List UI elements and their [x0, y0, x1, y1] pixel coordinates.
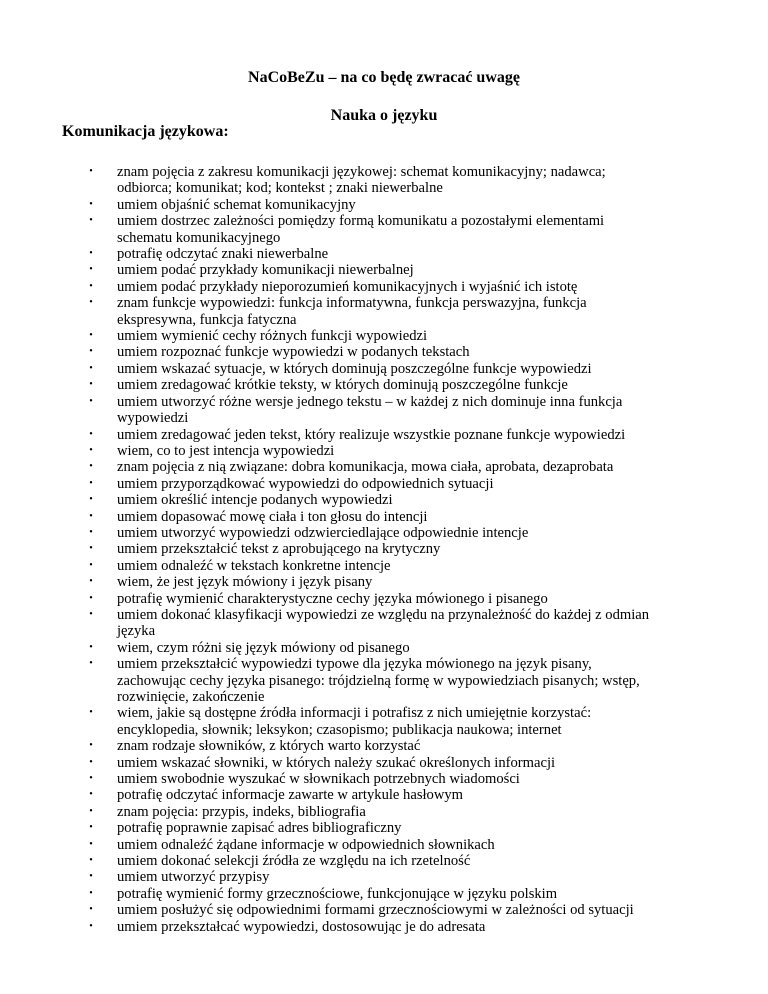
- bullet-icon: •: [89, 576, 93, 588]
- bullet-icon: •: [89, 297, 93, 309]
- list-item: [0, 476, 768, 492]
- bullet-icon: •: [89, 592, 93, 604]
- list-item: [0, 755, 768, 771]
- list-item: [0, 361, 768, 377]
- list-item-text-line: umiem utworzyć wypowiedzi odzwierciedlające odpowiednie intencje: [117, 524, 529, 541]
- list-item-text-line: wiem, jakie są dostępne źródła informacji i potrafisz z nich umiejętnie korzystać:: [117, 705, 592, 722]
- list-item-text-line: umiem przekształcić wypowiedzi typowe dla języka mówionego na język pisany,: [117, 656, 592, 673]
- list-item-text-line: umiem przyporządkować wypowiedzi do odpowiednich sytuacji: [117, 475, 494, 492]
- list-item-text-line: umiem przekształcić tekst z aprobującego na krytyczny: [117, 541, 441, 558]
- list-item: [0, 164, 768, 197]
- list-item: [0, 525, 768, 541]
- bullet-icon: •: [89, 543, 93, 555]
- bullet-icon: •: [89, 280, 93, 292]
- list-item-text-line: zachowując cechy języka pisanego: trójdzielną formę w wypowiedziach pisanych; wstęp,: [117, 672, 640, 689]
- list-item: [0, 705, 768, 738]
- bullet-icon: •: [89, 855, 93, 867]
- list-item-text-line: umiem wymienić cechy różnych funkcji wypowiedzi: [117, 328, 428, 345]
- list-item-text-line: umiem określić intencje podanych wypowiedzi: [117, 492, 393, 509]
- bullet-icon: •: [89, 395, 93, 407]
- list-item-text-line: potrafię wymienić charakterystyczne cechy języka mówionego i pisanego: [117, 590, 548, 607]
- list-item-text-line: języka: [117, 623, 156, 640]
- list-item: [0, 574, 768, 590]
- list-item: [0, 902, 768, 918]
- list-item-text-line: umiem objaśnić schemat komunikacyjny: [117, 196, 356, 213]
- list-item: [0, 591, 768, 607]
- list-item: [0, 509, 768, 525]
- list-item-text-line: znam pojęcia z zakresu komunikacji językowej: schemat komunikacyjny; nadawca;: [117, 164, 606, 180]
- bullet-icon: •: [89, 756, 93, 768]
- bullet-list: [0, 164, 768, 935]
- list-item-text-line: znam rodzaje słowników, z których warto korzystać: [117, 738, 421, 755]
- list-item-text-line: potrafię wymienić formy grzecznościowe, funkcjonujące w języku polskim: [117, 885, 558, 902]
- bullet-icon: •: [89, 379, 93, 391]
- list-item-text-line: umiem odnaleźć w tekstach konkretne intencje: [117, 557, 391, 574]
- list-item-text-line: wiem, co to jest intencja wypowiedzi: [117, 442, 335, 459]
- bullet-icon: •: [89, 264, 93, 276]
- list-item: [0, 295, 768, 328]
- list-item-text-line: umiem zredagować krótkie teksty, w których dominują poszczególne funkcje: [117, 377, 568, 394]
- list-item: [0, 886, 768, 902]
- list-item: [0, 787, 768, 803]
- list-item-text-line: potrafię odczytać znaki niewerbalne: [117, 246, 329, 263]
- list-item-text-line: umiem wskazać sytuacje, w których dominują poszczególne funkcje wypowiedzi: [117, 360, 592, 377]
- list-item-text-line: wiem, czym różni się język mówiony od pisanego: [117, 639, 410, 656]
- list-item: [0, 804, 768, 820]
- bullet-icon: •: [89, 248, 93, 260]
- list-item-text-line: umiem dokonać selekcji źródła ze względu na ich rzetelność: [117, 853, 471, 870]
- bullet-icon: •: [89, 428, 93, 440]
- bullet-icon: •: [89, 198, 93, 210]
- list-item: [0, 919, 768, 935]
- bullet-icon: •: [89, 477, 93, 489]
- bullet-icon: •: [89, 526, 93, 538]
- list-item: [0, 820, 768, 836]
- list-item-text-line: umiem posłużyć się odpowiednimi formami grzecznościowymi w zależności od sytuacji: [117, 902, 634, 919]
- list-item-text-line: rozwinięcie, zakończenie: [117, 689, 265, 705]
- list-item-text-line: umiem zredagować jeden tekst, który realizuje wszystkie poznane funkcje wypowiedzi: [117, 426, 626, 443]
- list-item: [0, 640, 768, 656]
- list-item: [0, 738, 768, 754]
- list-item-text-line: umiem podać przykłady komunikacji niewerbalnej: [117, 262, 414, 279]
- bullet-icon: •: [89, 510, 93, 522]
- bullet-icon: •: [89, 641, 93, 653]
- bullet-icon: •: [89, 707, 93, 719]
- list-item: [0, 541, 768, 557]
- bullet-icon: •: [89, 904, 93, 916]
- bullet-icon: •: [89, 346, 93, 358]
- list-item-text-line: umiem odnaleźć żądane informacje w odpowiednich słownikach: [117, 836, 495, 853]
- list-item: [0, 246, 768, 262]
- bullet-icon: •: [89, 461, 93, 473]
- list-item-text-line: umiem rozpoznać funkcje wypowiedzi w podanych tekstach: [117, 344, 470, 361]
- bullet-icon: •: [89, 215, 93, 227]
- list-item: [0, 213, 768, 246]
- bullet-icon: •: [89, 166, 93, 177]
- bullet-icon: •: [89, 838, 93, 850]
- bullet-icon: •: [89, 330, 93, 342]
- list-item-text-line: umiem dostrzec zależności pomiędzy formą komunikatu a pozostałymi elementami: [117, 213, 605, 230]
- list-item: [0, 377, 768, 393]
- list-item: [0, 853, 768, 869]
- list-item: [0, 459, 768, 475]
- document-title: NaCoBeZu – na co będę zwracać uwagę: [248, 69, 520, 86]
- bullet-icon: •: [89, 773, 93, 785]
- subsection-title: Komunikacja językowa:: [62, 123, 229, 140]
- bullet-icon: •: [89, 559, 93, 571]
- list-item-text-line: schematu komunikacyjnego: [117, 229, 281, 246]
- list-item: [0, 869, 768, 885]
- bullet-icon: •: [89, 871, 93, 883]
- list-item: [0, 558, 768, 574]
- list-item-text-line: potrafię poprawnie zapisać adres bibliograficzny: [117, 820, 402, 837]
- list-item: [0, 262, 768, 278]
- list-item-text-line: odbiorca; komunikat; kod; kontekst ; znaki niewerbalne: [117, 180, 443, 197]
- list-item: [0, 443, 768, 459]
- list-item-text-line: wiem, że jest język mówiony i język pisany: [117, 574, 373, 591]
- list-item: [0, 492, 768, 508]
- bullet-icon: •: [89, 740, 93, 752]
- list-item-text-line: umiem swobodnie wyszukać w słownikach potrzebnych wiadomości: [117, 771, 520, 788]
- bullet-icon: •: [89, 805, 93, 817]
- bullet-icon: •: [89, 494, 93, 506]
- bullet-icon: •: [89, 362, 93, 374]
- list-item-text-line: znam pojęcia z nią związane: dobra komunikacja, mowa ciała, aprobata, dezaprobata: [117, 459, 614, 476]
- list-item-text-line: umiem podać przykłady nieporozumień komunikacyjnych i wyjaśnić ich istotę: [117, 278, 578, 295]
- list-item-text-line: encyklopedia, słownik; leksykon; czasopismo; publikacja naukowa; internet: [117, 721, 562, 738]
- list-item: [0, 656, 768, 705]
- bullet-icon: •: [89, 608, 93, 620]
- list-item-text-line: umiem utworzyć różne wersje jednego tekstu – w każdej z nich dominuje inna funkcja: [117, 393, 623, 410]
- list-item-text-line: umiem utworzyć przypisy: [117, 869, 270, 886]
- list-item: [0, 394, 768, 427]
- bullet-icon: •: [89, 887, 93, 899]
- bullet-icon: •: [89, 822, 93, 834]
- list-item: [0, 328, 768, 344]
- list-item-text-line: umiem dopasować mowę ciała i ton głosu do intencji: [117, 508, 428, 525]
- list-item-text-line: potrafię odczytać informacje zawarte w artykule hasłowym: [117, 787, 464, 804]
- bullet-icon: •: [89, 920, 93, 932]
- list-item: [0, 771, 768, 787]
- list-item-text-line: umiem dokonać klasyfikacji wypowiedzi ze względu na przynależność do każdej z odmian: [117, 606, 650, 623]
- list-item: [0, 279, 768, 295]
- list-item: [0, 837, 768, 853]
- list-item-text-line: umiem przekształcać wypowiedzi, dostosowując je do adresata: [117, 918, 486, 935]
- bullet-icon: •: [89, 789, 93, 801]
- list-item-text-line: wypowiedzi: [117, 410, 189, 427]
- list-item: [0, 427, 768, 443]
- list-item-text-line: ekspresywna, funkcja fatyczna: [117, 311, 297, 328]
- list-item: [0, 197, 768, 213]
- list-item-text-line: umiem wskazać słowniki, w których należy szukać określonych informacji: [117, 754, 556, 771]
- bullet-icon: •: [89, 444, 93, 456]
- list-item: [0, 344, 768, 360]
- bullet-icon: •: [89, 658, 93, 670]
- list-item-text-line: znam pojęcia: przypis, indeks, bibliografia: [117, 803, 366, 820]
- list-item: [0, 607, 768, 640]
- section-title: Nauka o języku: [330, 107, 438, 124]
- list-item-text-line: znam funkcje wypowiedzi: funkcja informatywna, funkcja perswazyjna, funkcja: [117, 295, 587, 312]
